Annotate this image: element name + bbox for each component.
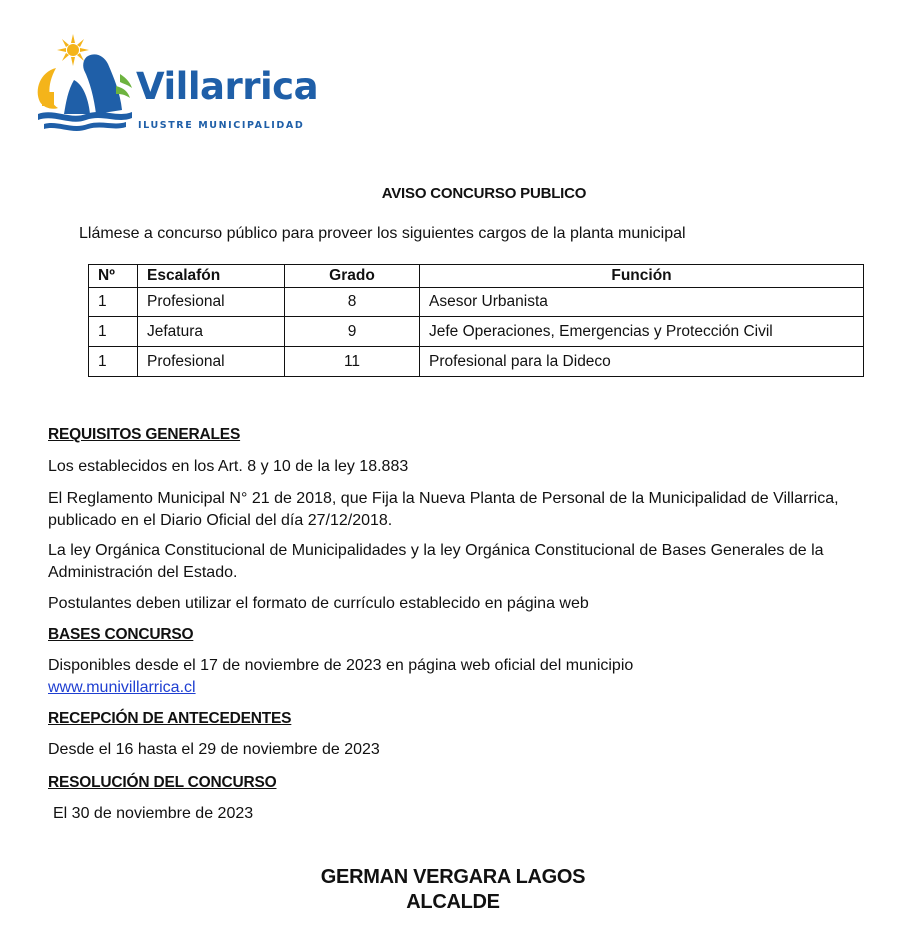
requisitos-paragraph: Postulantes deben utilizar el formato de currículo establecido en página web xyxy=(48,595,589,612)
header-funcion: Función xyxy=(420,265,864,288)
cell-escalafon: Jefatura xyxy=(138,317,285,347)
volcano-sun-logo-icon xyxy=(34,34,134,138)
page-title: AVISO CONCURSO PUBLICO xyxy=(381,185,587,202)
cell-funcion: Jefe Operaciones, Emergencias y Protección Civil xyxy=(420,317,864,347)
table-row xyxy=(89,317,864,347)
resolucion-heading: RESOLUCIÓN DEL CONCURSO xyxy=(48,774,277,791)
municipal-logo xyxy=(34,34,319,138)
signatory-role: ALCALDE xyxy=(406,891,500,913)
logo-subtitle: ILUSTRE MUNICIPALIDAD xyxy=(138,120,305,131)
table-row xyxy=(89,288,864,317)
logo-wordmark: Villarrica xyxy=(136,65,319,108)
cell-numero: 1 xyxy=(89,317,138,347)
bases-heading: BASES CONCURSO xyxy=(48,626,194,643)
header-escalafon: Escalafón xyxy=(138,265,285,288)
header-grado: Grado xyxy=(285,265,420,288)
cell-grado: 8 xyxy=(285,288,420,317)
bases-description: Disponibles desde el 17 de noviembre de 2023 en página web oficial del municipio xyxy=(48,657,634,674)
cell-funcion: Profesional para la Dideco xyxy=(420,347,864,377)
requisitos-paragraph: Los establecidos en los Art. 8 y 10 de la ley 18.883 xyxy=(48,458,409,475)
recepcion-heading: RECEPCIÓN DE ANTECEDENTES xyxy=(48,710,292,727)
cell-numero: 1 xyxy=(89,347,138,377)
recepcion-text: Desde el 16 hasta el 29 de noviembre de 2023 xyxy=(48,741,380,758)
requisitos-paragraph: El Reglamento Municipal N° 21 de 2018, que Fija la Nueva Planta de Personal de la Municipalidad de Villarrica, publicado en el Diario Oficial del día 27/12/2018. xyxy=(48,490,839,529)
requisitos-heading: REQUISITOS GENERALES xyxy=(48,426,241,443)
table-header-row xyxy=(89,265,864,288)
cell-grado: 9 xyxy=(285,317,420,347)
intro-text: Llámese a concurso público para proveer los siguientes cargos de la planta municipal xyxy=(79,225,686,242)
website-link[interactable]: www.munivillarrica.cl xyxy=(48,679,196,696)
positions-table xyxy=(88,264,864,377)
table-row xyxy=(89,347,864,377)
header-numero: Nº xyxy=(89,265,138,288)
resolucion-text: El 30 de noviembre de 2023 xyxy=(53,805,254,822)
cell-funcion: Asesor Urbanista xyxy=(420,288,864,317)
cell-escalafon: Profesional xyxy=(138,347,285,377)
cell-escalafon: Profesional xyxy=(138,288,285,317)
cell-numero: 1 xyxy=(89,288,138,317)
requisitos-paragraph: La ley Orgánica Constitucional de Municipalidades y la ley Orgánica Constitucional de Bases Generales de la Administración del Estado. xyxy=(48,542,824,581)
bases-text xyxy=(48,655,893,699)
signatory-name: GERMAN VERGARA LAGOS xyxy=(320,866,586,888)
cell-grado: 11 xyxy=(285,347,420,377)
